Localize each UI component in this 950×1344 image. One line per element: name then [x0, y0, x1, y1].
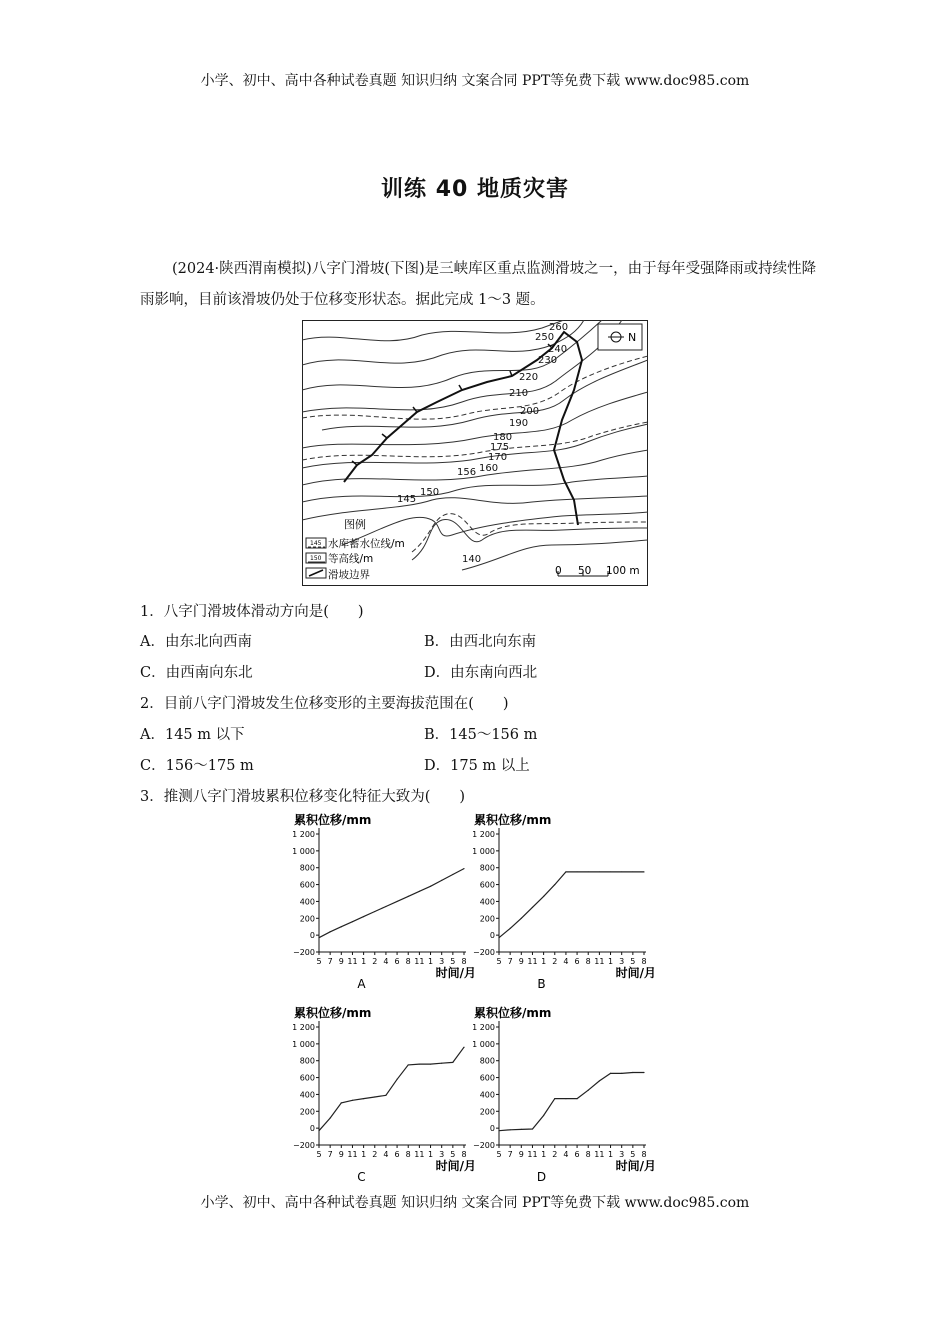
scale-label: 50: [578, 565, 592, 577]
data-point: [610, 1073, 611, 1074]
question-1-stem: 1．八字门滑坡体滑动方向是( ): [140, 604, 364, 620]
data-point: [330, 931, 331, 932]
y-tick-label: 800: [299, 1056, 315, 1066]
data-point: [452, 1062, 453, 1063]
data-point: [599, 1080, 600, 1081]
data-point: [385, 1095, 386, 1096]
contour-label: 190: [509, 418, 529, 429]
y-tick-label: 1 000: [472, 1039, 495, 1049]
question-2-option-d[interactable]: D．175 m 以上: [424, 758, 530, 774]
data-point: [576, 871, 577, 872]
question-2-stem: 2．目前八字门滑坡发生位移变形的主要海拔范围在( ): [140, 696, 509, 712]
y-tick-label: 800: [479, 863, 495, 873]
data-point: [452, 874, 453, 875]
y-tick-label: −200: [473, 948, 495, 957]
x-tick-label: 11: [414, 957, 425, 966]
data-point: [543, 896, 544, 897]
displacement-line: [499, 872, 644, 938]
data-point: [565, 871, 566, 872]
contour-label: 260: [549, 322, 569, 333]
legend-sample-145: 145: [310, 540, 322, 547]
x-tick-label: 8: [585, 957, 591, 966]
y-tick-label: 200: [479, 1107, 495, 1117]
y-tick-label: −200: [473, 1141, 495, 1150]
x-tick-label: 1: [541, 957, 547, 966]
data-point: [588, 1090, 589, 1091]
x-tick-label: 8: [405, 1150, 411, 1159]
y-tick-label: 0: [489, 1124, 495, 1134]
contour-label: 150: [420, 487, 440, 498]
x-tick-label: 2: [552, 957, 558, 966]
chart-ylabel: 累积位移/mm: [474, 813, 552, 827]
data-point: [318, 937, 319, 938]
displacement-chart-d[interactable]: [468, 1003, 658, 1185]
data-point: [543, 1115, 544, 1116]
data-point: [396, 1079, 397, 1080]
x-tick-label: 9: [518, 1150, 524, 1159]
legend-item-contour: 等高线/m: [328, 553, 374, 565]
data-point: [532, 907, 533, 908]
data-point: [463, 868, 464, 869]
y-tick-label: −200: [293, 948, 315, 957]
displacement-chart-c[interactable]: [288, 1003, 478, 1185]
y-tick-label: 1 000: [292, 846, 315, 856]
x-tick-label: 4: [383, 957, 389, 966]
x-tick-label: 4: [563, 957, 569, 966]
north-label: N: [628, 331, 637, 344]
x-tick-label: 5: [450, 957, 456, 966]
data-point: [352, 1100, 353, 1101]
scale-label: 100 m: [606, 565, 640, 577]
data-point: [521, 918, 522, 919]
data-point: [632, 871, 633, 872]
x-tick-label: 4: [563, 1150, 569, 1159]
data-point: [374, 1096, 375, 1097]
data-point: [565, 1098, 566, 1099]
x-tick-label: 3: [439, 1150, 445, 1159]
x-tick-label: 11: [347, 1150, 358, 1159]
contour-label: 180: [493, 432, 513, 443]
scale-label: 0: [555, 565, 562, 577]
data-point: [419, 891, 420, 892]
y-tick-label: 1 200: [472, 1023, 495, 1032]
y-tick-label: 1 000: [292, 1039, 315, 1049]
data-point: [632, 1072, 633, 1073]
y-tick-label: 800: [299, 863, 315, 873]
question-1-option-a[interactable]: A．由东北向西南: [140, 634, 252, 650]
x-tick-label: 5: [630, 1150, 636, 1159]
data-point: [385, 906, 386, 907]
contour-label: 220: [519, 372, 539, 383]
data-point: [441, 1063, 442, 1064]
page-header: 小学、初中、高中各种试卷真题 知识归纳 文案合同 PPT等免费下载 www.doc985.com: [200, 73, 750, 89]
data-point: [621, 1073, 622, 1074]
x-tick-label: 2: [552, 1150, 558, 1159]
data-point: [463, 1047, 464, 1048]
x-tick-label: 11: [594, 1150, 605, 1159]
data-point: [318, 1130, 319, 1131]
x-tick-label: 3: [619, 1150, 625, 1159]
x-tick-label: 9: [338, 1150, 344, 1159]
contour-label: 240: [548, 344, 568, 355]
data-point: [643, 871, 644, 872]
data-point: [430, 1063, 431, 1064]
y-tick-label: 800: [479, 1056, 495, 1066]
chart-xlabel: 时间/月: [615, 1159, 656, 1173]
x-tick-label: 6: [394, 1150, 400, 1159]
chart-xlabel: 时间/月: [435, 966, 476, 980]
data-point: [419, 1063, 420, 1064]
x-tick-label: 11: [347, 957, 358, 966]
y-tick-label: 400: [479, 1090, 495, 1100]
contour-label: 145: [397, 494, 417, 505]
y-tick-label: 200: [299, 1107, 315, 1117]
data-point: [430, 886, 431, 887]
contour-label: 140: [462, 554, 482, 565]
landslide-contour-map: [302, 320, 648, 586]
contour-label: 170: [488, 452, 508, 463]
y-tick-label: 600: [479, 1073, 495, 1083]
displacement-line: [319, 869, 464, 938]
data-point: [621, 871, 622, 872]
data-point: [610, 871, 611, 872]
page-footer: 小学、初中、高中各种试卷真题 知识归纳 文案合同 PPT等免费下载 www.doc985.com: [200, 1195, 750, 1211]
x-tick-label: 8: [461, 957, 467, 966]
contour-label: 210: [509, 388, 529, 399]
y-tick-label: 0: [489, 931, 495, 941]
data-point: [341, 926, 342, 927]
contour-label: 160: [479, 463, 499, 474]
data-point: [576, 1098, 577, 1099]
x-tick-label: 8: [641, 1150, 647, 1159]
data-point: [498, 1130, 499, 1131]
question-2-option-c[interactable]: C．156～175 m: [140, 758, 254, 774]
x-tick-label: 7: [507, 1150, 513, 1159]
data-point: [363, 1098, 364, 1099]
displacement-line: [499, 1073, 644, 1131]
x-tick-label: 4: [383, 1150, 389, 1159]
data-point: [341, 1102, 342, 1103]
x-tick-label: 8: [585, 1150, 591, 1159]
chart-option-label: C: [357, 1170, 366, 1184]
x-tick-label: 1: [607, 957, 614, 966]
y-tick-label: 1 200: [292, 830, 315, 839]
data-point: [374, 911, 375, 912]
data-point: [510, 928, 511, 929]
data-point: [554, 1098, 555, 1099]
data-point: [352, 921, 353, 922]
x-tick-label: 5: [450, 1150, 456, 1159]
y-tick-label: 200: [299, 914, 315, 924]
data-point: [599, 871, 600, 872]
data-point: [532, 1128, 533, 1129]
legend-item-boundary: 滑坡边界: [328, 569, 370, 581]
y-tick-label: 600: [299, 1073, 315, 1083]
data-point: [521, 1129, 522, 1130]
chart-option-label: A: [357, 977, 366, 991]
x-tick-label: 1: [427, 957, 434, 966]
question-2-option-b[interactable]: B．145～156 m: [424, 727, 538, 743]
data-point: [408, 896, 409, 897]
displacement-line: [319, 1047, 464, 1131]
chart-option-label: D: [536, 1170, 547, 1184]
y-tick-label: 400: [479, 897, 495, 907]
x-tick-label: 9: [338, 957, 344, 966]
data-point: [441, 880, 442, 881]
chart-xlabel: 时间/月: [435, 1159, 476, 1173]
x-tick-label: 5: [496, 957, 502, 966]
data-point: [408, 1064, 409, 1065]
x-tick-label: 3: [619, 957, 625, 966]
legend-sample-150: 150: [310, 555, 322, 562]
displacement-chart-b[interactable]: [468, 810, 658, 992]
x-tick-label: 6: [574, 957, 580, 966]
y-tick-label: −200: [293, 1141, 315, 1150]
y-tick-label: 600: [299, 880, 315, 890]
question-1-option-c[interactable]: C．由西南向东北: [140, 665, 253, 681]
x-tick-label: 7: [327, 1150, 333, 1159]
data-point: [554, 884, 555, 885]
data-point: [510, 1129, 511, 1130]
data-point: [330, 1117, 331, 1118]
contour-label: 250: [535, 332, 555, 343]
x-tick-label: 5: [630, 957, 636, 966]
x-tick-label: 9: [518, 957, 524, 966]
x-tick-label: 6: [394, 957, 400, 966]
x-tick-label: 7: [507, 957, 513, 966]
x-tick-label: 11: [594, 957, 605, 966]
y-tick-label: 200: [479, 914, 495, 924]
chart-ylabel: 累积位移/mm: [294, 813, 372, 827]
chart-option-label: B: [537, 977, 546, 991]
x-tick-label: 11: [527, 957, 538, 966]
x-tick-label: 11: [527, 1150, 538, 1159]
y-tick-label: 1 200: [292, 1023, 315, 1032]
x-tick-label: 3: [439, 957, 445, 966]
x-tick-label: 7: [327, 957, 333, 966]
contour-label: 200: [520, 406, 540, 417]
x-tick-label: 8: [641, 957, 647, 966]
question-3-stem: 3．推测八字门滑坡累积位移变化特征大致为( ): [140, 789, 466, 805]
legend-item-reservoir: 水库蓄水位线/m: [328, 538, 405, 550]
x-tick-label: 1: [361, 1150, 367, 1159]
x-tick-label: 8: [405, 957, 411, 966]
y-tick-label: 1 000: [472, 846, 495, 856]
contour-label: 156: [457, 467, 477, 478]
y-tick-label: 1 200: [472, 830, 495, 839]
data-point: [396, 901, 397, 902]
x-tick-label: 5: [496, 1150, 502, 1159]
intro-paragraph: (2024·陕西渭南模拟)八字门滑坡(下图)是三峡库区重点监测滑坡之一，由于每年受强降雨或持续性降雨影响，目前该滑坡仍处于位移变形状态。据此完成 1～3 题。: [140, 261, 817, 308]
chart-xlabel: 时间/月: [615, 966, 656, 980]
x-tick-label: 5: [316, 1150, 322, 1159]
y-tick-label: 0: [309, 1124, 315, 1134]
chart-ylabel: 累积位移/mm: [474, 1006, 552, 1020]
x-tick-label: 1: [427, 1150, 434, 1159]
x-tick-label: 5: [316, 957, 322, 966]
y-tick-label: 400: [299, 1090, 315, 1100]
data-point: [363, 916, 364, 917]
contour-label: 230: [538, 355, 558, 366]
x-tick-label: 1: [541, 1150, 547, 1159]
y-tick-label: 400: [299, 897, 315, 907]
x-tick-label: 2: [372, 957, 378, 966]
x-tick-label: 1: [361, 957, 367, 966]
data-point: [498, 937, 499, 938]
x-tick-label: 11: [414, 1150, 425, 1159]
x-tick-label: 1: [607, 1150, 614, 1159]
question-1-option-b[interactable]: B．由西北向东南: [424, 634, 537, 650]
displacement-chart-a[interactable]: [288, 810, 478, 992]
y-tick-label: 600: [479, 880, 495, 890]
chart-ylabel: 累积位移/mm: [294, 1006, 372, 1020]
page-title: 训练 40 地质灾害: [381, 177, 569, 202]
x-tick-label: 8: [461, 1150, 467, 1159]
x-tick-label: 2: [372, 1150, 378, 1159]
question-1-option-d[interactable]: D．由东南向西北: [424, 665, 538, 681]
data-point: [643, 1072, 644, 1073]
data-point: [588, 871, 589, 872]
contour-label: 175: [490, 442, 510, 453]
legend-title: 图例: [344, 518, 366, 531]
question-2-option-a[interactable]: A．145 m 以下: [140, 727, 245, 743]
x-tick-label: 6: [574, 1150, 580, 1159]
y-tick-label: 0: [309, 931, 315, 941]
